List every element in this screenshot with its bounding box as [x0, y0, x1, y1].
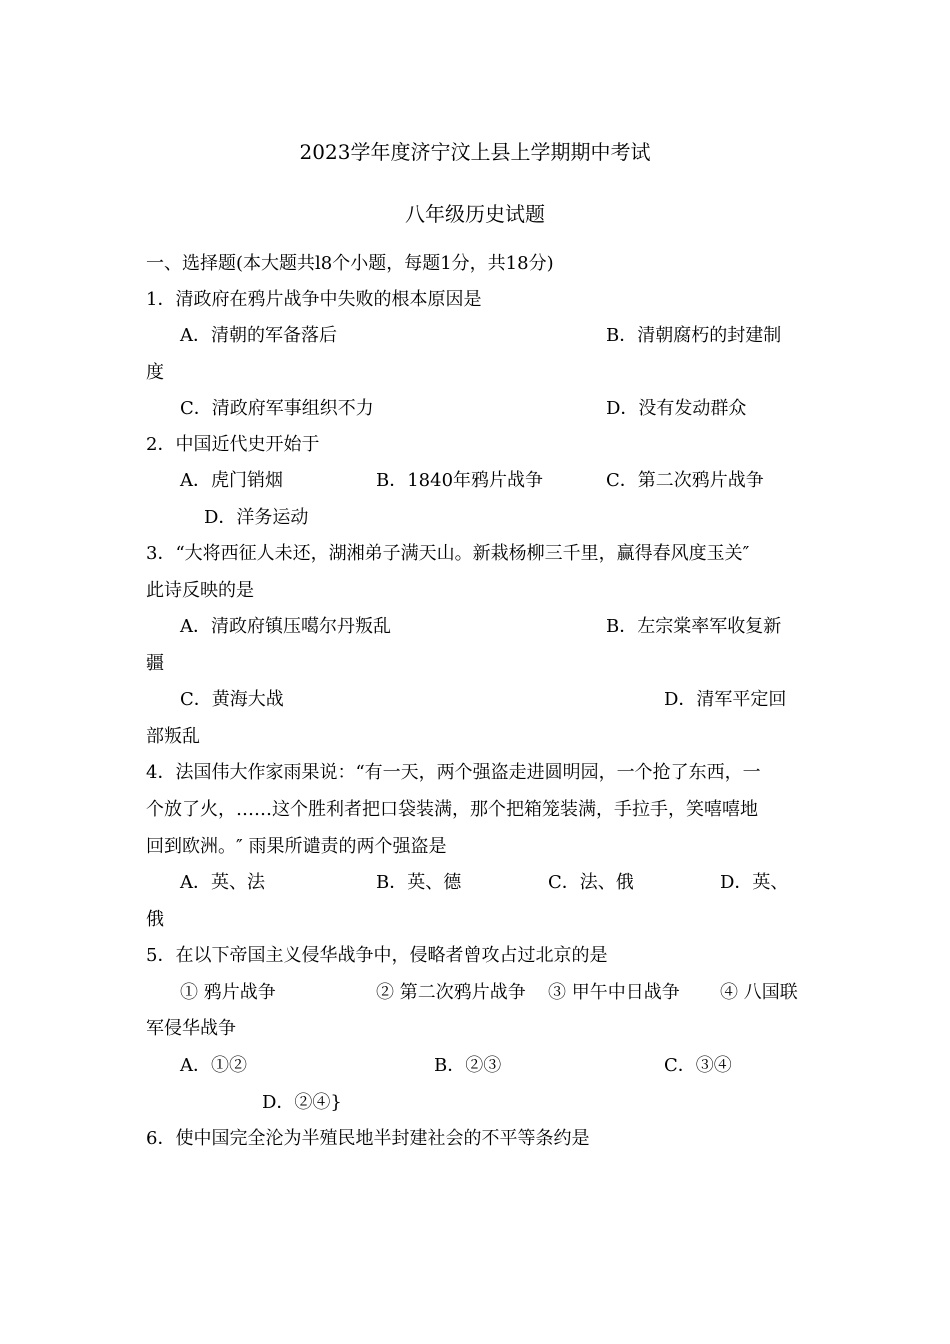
- q2-option-a: A．虎门销烟: [180, 470, 283, 491]
- q5-stem: 5．在以下帝国主义侵华战争中，侵略者曾攻占过北京的是: [146, 945, 608, 966]
- q1-option-b: B．清朝腐朽的封建制: [606, 325, 782, 346]
- q4-option-b: B．英、德: [376, 872, 462, 893]
- q4-stem: 4．法国伟大作家雨果说：“有一天，两个强盗走进圆明园，一个抢了东西，一: [146, 762, 761, 783]
- q1-stem: 1．清政府在鸦片战争中失败的根本原因是: [146, 289, 482, 310]
- q5-option-b: B．②③: [434, 1055, 502, 1076]
- q3-option-d: D．清军平定回: [664, 689, 787, 710]
- q2-option-b: B．1840年鸦片战争: [376, 470, 544, 491]
- q3-option-b: B．左宗棠率军收复新: [606, 616, 782, 637]
- q6-stem: 6．使中国完全沦为半殖民地半封建社会的不平等条约是: [146, 1128, 590, 1149]
- q5-item-4-cont: 军侵华战争: [146, 1018, 236, 1039]
- q4-option-a: A．英、法: [180, 872, 265, 893]
- q1-option-d: D．没有发动群众: [606, 398, 747, 419]
- q4-stem-line3: 回到欧洲。″ 雨果所谴责的两个强盗是: [146, 836, 447, 857]
- q3-stem-cont: 此诗反映的是: [146, 580, 254, 601]
- q1-option-b-cont: 度: [146, 362, 164, 383]
- q5-option-c: C．③④: [664, 1055, 732, 1076]
- q3-option-d-cont: 部叛乱: [146, 726, 200, 747]
- q3-option-c: C．黄海大战: [180, 689, 284, 710]
- q4-option-d: D．英、: [720, 872, 789, 893]
- q3-option-a: A．清政府镇压噶尔丹叛乱: [180, 616, 391, 637]
- q5-item-1: ① 鸦片战争: [180, 982, 276, 1003]
- q1-option-c: C．清政府军事组织不力: [180, 398, 374, 419]
- page-title: 2023学年度济宁汶上县上学期期中考试: [299, 140, 651, 164]
- q2-option-d: D．洋务运动: [204, 507, 309, 528]
- q5-item-4: ④ 八国联: [720, 982, 798, 1003]
- q3-option-b-cont: 疆: [146, 653, 164, 674]
- q3-stem: 3．“大将西征人未还，湖湘弟子满天山。新栽杨柳三千里，赢得春风度玉关″: [146, 543, 750, 564]
- q5-option-a: A．①②: [180, 1055, 247, 1076]
- page-subtitle: 八年级历史试题: [405, 202, 545, 226]
- q2-option-c: C．第二次鸦片战争: [606, 470, 764, 491]
- q1-option-a: A．清朝的军备落后: [180, 325, 337, 346]
- q5-item-3: ③ 甲午中日战争: [548, 982, 680, 1003]
- q4-option-c: C．法、俄: [548, 872, 634, 893]
- q2-stem: 2．中国近代史开始于: [146, 434, 320, 455]
- section-heading: 一、选择题(本大题共l8个小题，每题1分，共18分): [146, 253, 554, 274]
- q4-option-d-cont: 俄: [146, 909, 164, 930]
- q5-item-2: ② 第二次鸦片战争: [376, 982, 526, 1003]
- q4-stem-line2: 个放了火，……这个胜利者把口袋装满，那个把箱笼装满，手拉手，笑嘻嘻地: [146, 799, 758, 820]
- q5-option-d: D．②④}: [262, 1092, 342, 1113]
